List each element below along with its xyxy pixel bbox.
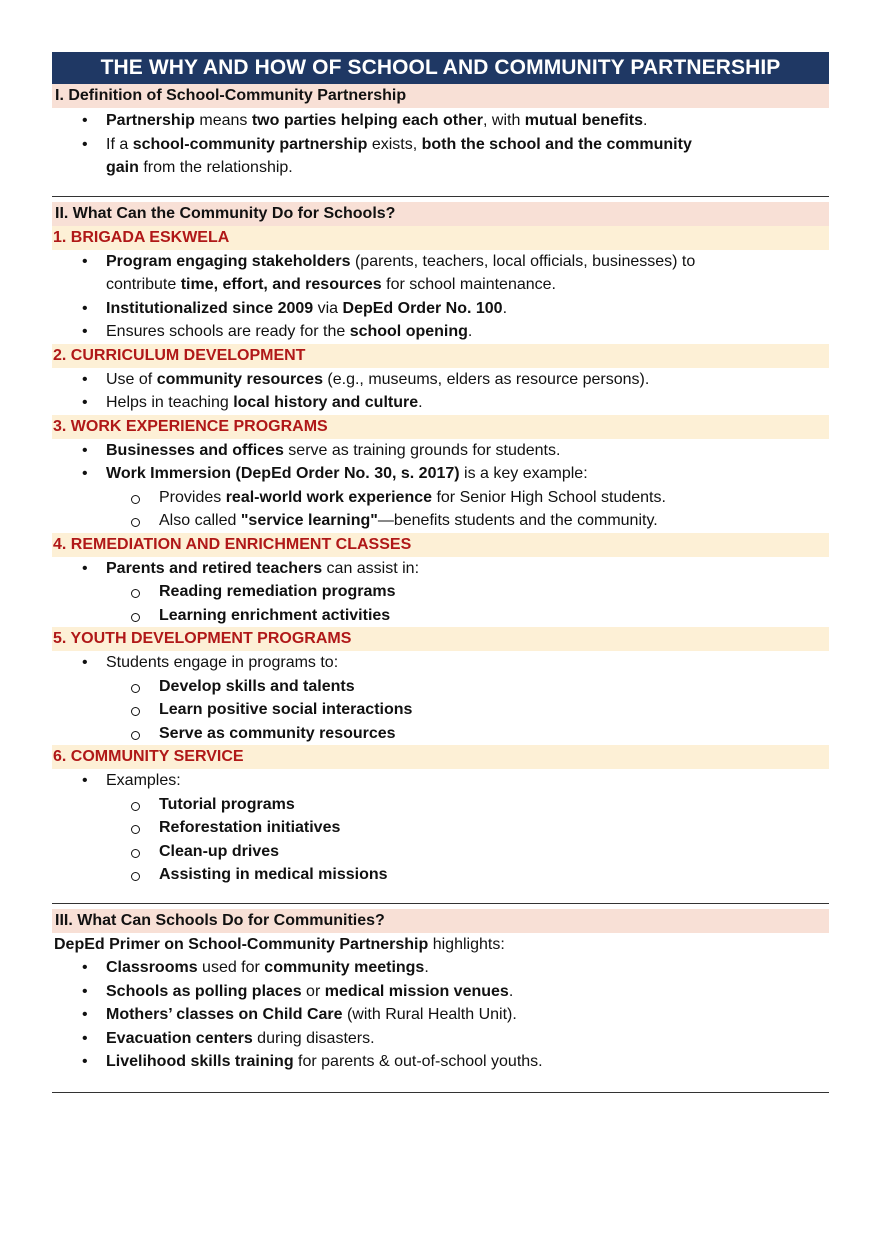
sub-list-item: Learn positive social interactions <box>52 698 829 722</box>
section-3-heading: III. What Can Schools Do for Communities? <box>52 909 829 933</box>
work-experience-list <box>52 439 829 533</box>
circle-bullet-icon <box>131 707 140 716</box>
youth-development-heading: 5. YOUTH DEVELOPMENT PROGRAMS <box>52 627 829 651</box>
circle-bullet-icon <box>131 872 140 881</box>
sub-list-item: Reading remediation programs <box>52 580 829 604</box>
sub-list-item: Tutorial programs <box>52 793 829 817</box>
list-item: • Evacuation centers during disasters. <box>52 1027 829 1051</box>
list-item: • Students engage in programs to: <box>52 651 829 675</box>
list-item: • Schools as polling places or medical mission venues. <box>52 980 829 1004</box>
circle-bullet-icon <box>131 495 140 504</box>
list-item: • Classrooms used for community meetings. <box>52 956 829 980</box>
brigada-eskwela-heading: 1. BRIGADA ESKWELA <box>52 226 829 250</box>
circle-bullet-icon <box>131 849 140 858</box>
community-service-heading: 6. COMMUNITY SERVICE <box>52 745 829 769</box>
list-item: • Helps in teaching local history and culture. <box>52 391 829 415</box>
document-page <box>52 52 829 1093</box>
sub-list-item: Provides real-world work experience for Senior High School students. <box>52 486 829 510</box>
section-1-heading: I. Definition of School-Community Partnership <box>52 84 829 108</box>
remediation-enrichment-heading: 4. REMEDIATION AND ENRICHMENT CLASSES <box>52 533 829 557</box>
remediation-enrichment-list <box>52 557 829 628</box>
sub-list-item: Also called "service learning"—benefits students and the community. <box>52 509 829 533</box>
list-item: • Businesses and offices serve as training grounds for students. <box>52 439 829 463</box>
sub-list-item: Assisting in medical missions <box>52 863 829 887</box>
section-1-list <box>52 108 829 180</box>
list-item: • Program engaging stakeholders (parents, teachers, local officials, businesses) to contribute time, effort, and resources for school maintenance. <box>52 250 829 297</box>
list-item: • Examples: <box>52 769 829 793</box>
list-item: • Work Immersion (DepEd Order No. 30, s. 2017) is a key example: <box>52 462 829 486</box>
section-3-intro: DepEd Primer on School-Community Partnership highlights: <box>54 935 505 953</box>
circle-bullet-icon <box>131 802 140 811</box>
sub-list-item: Reforestation initiatives <box>52 816 829 840</box>
circle-bullet-icon <box>131 518 140 527</box>
sub-list-item: Clean-up drives <box>52 840 829 864</box>
section-3-list <box>52 956 829 1074</box>
circle-bullet-icon <box>131 589 140 598</box>
circle-bullet-icon <box>131 731 140 740</box>
sub-list-item: Develop skills and talents <box>52 675 829 699</box>
sub-list-item: Serve as community resources <box>52 722 829 746</box>
section-2-heading: II. What Can the Community Do for Schools? <box>52 202 829 226</box>
youth-development-list <box>52 651 829 745</box>
sub-list-item: Learning enrichment activities <box>52 604 829 628</box>
list-item: • Ensures schools are ready for the school opening. <box>52 320 829 344</box>
list-item: • Use of community resources (e.g., museums, elders as resource persons). <box>52 368 829 392</box>
work-experience-heading: 3. WORK EXPERIENCE PROGRAMS <box>52 415 829 439</box>
divider <box>52 1092 829 1093</box>
list-item: • Parents and retired teachers can assist in: <box>52 557 829 581</box>
circle-bullet-icon <box>131 684 140 693</box>
curriculum-development-list <box>52 368 829 415</box>
community-service-list <box>52 769 829 887</box>
list-item: • If a school-community partnership exists, both the school and the community gain from the relationship. <box>52 133 829 180</box>
circle-bullet-icon <box>131 825 140 834</box>
brigada-eskwela-list <box>52 250 829 344</box>
list-item: • Partnership means two parties helping each other, with mutual benefits. <box>52 109 829 133</box>
curriculum-development-heading: 2. CURRICULUM DEVELOPMENT <box>52 344 829 368</box>
list-item: • Institutionalized since 2009 via DepEd Order No. 100. <box>52 297 829 321</box>
circle-bullet-icon <box>131 613 140 622</box>
list-item: • Livelihood skills training for parents & out-of-school youths. <box>52 1050 829 1074</box>
document-title: THE WHY AND HOW OF SCHOOL AND COMMUNITY PARTNERSHIP <box>52 52 829 84</box>
list-item: • Mothers’ classes on Child Care (with Rural Health Unit). <box>52 1003 829 1027</box>
